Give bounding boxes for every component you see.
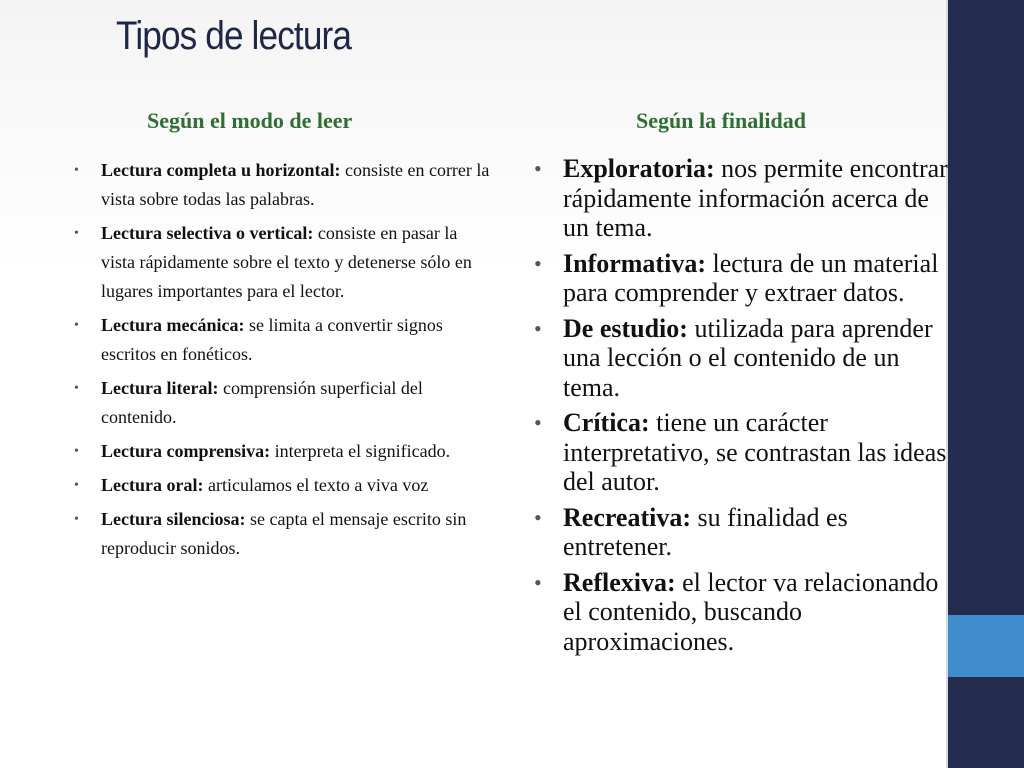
bullet-dot-icon: • — [74, 226, 79, 241]
item-term: Recreativa: — [563, 502, 692, 532]
list-item — [74, 311, 494, 369]
item-text: articulamos el texto a viva voz — [203, 475, 429, 495]
item-term: De estudio: — [563, 313, 688, 343]
list-item — [534, 314, 954, 403]
item-term: Lectura selectiva o vertical: — [101, 223, 314, 243]
item-text: se limita a convertir signos escritos en fonéticos. — [101, 315, 443, 364]
item-text: utilizada para aprender una lección o el contenido de un tema. — [563, 313, 933, 402]
item-term: Informativa: — [563, 248, 706, 278]
bullet-dot-icon: • — [74, 444, 79, 459]
item-text: se capta el mensaje escrito sin reproducir sonidos. — [101, 509, 467, 558]
bullet-dot-icon: • — [74, 478, 79, 493]
bullet-dot-icon: • — [534, 569, 542, 595]
bullet-dot-icon: • — [74, 318, 79, 333]
item-text: consiste en pasar la vista rápidamente sobre el texto y detenerse sólo en lugares importantes para el lector. — [101, 223, 472, 301]
sidebar-accent-block — [948, 615, 1024, 677]
list-item — [534, 154, 954, 243]
bullet-dot-icon: • — [534, 504, 542, 530]
right-bullet-list — [534, 154, 954, 662]
item-term: Lectura mecánica: — [101, 315, 245, 335]
right-column-heading: Según la finalidad — [636, 108, 806, 133]
item-term: Lectura completa u horizontal: — [101, 160, 341, 180]
item-term: Lectura silenciosa: — [101, 509, 246, 529]
item-text: el lector va relacionando el contenido, buscando aproximaciones. — [563, 567, 939, 656]
list-item — [74, 437, 494, 466]
left-bullet-list — [74, 156, 494, 568]
item-term: Lectura comprensiva: — [101, 441, 271, 461]
item-text: interpreta el significado. — [270, 441, 451, 461]
list-item — [74, 156, 494, 214]
item-term: Reflexiva: — [563, 567, 676, 597]
list-item — [534, 568, 954, 657]
bullet-dot-icon: • — [74, 163, 79, 178]
bullet-dot-icon: • — [74, 381, 79, 396]
bullet-dot-icon: • — [534, 315, 542, 341]
list-item — [74, 471, 494, 500]
item-term: Exploratoria: — [563, 154, 715, 183]
list-item — [74, 219, 494, 306]
item-text: su finalidad es entretener. — [563, 502, 848, 561]
item-text: comprensión superficial del contenido. — [101, 378, 423, 427]
item-text: lectura de un material para comprender y extraer datos. — [563, 248, 939, 307]
item-term: Lectura oral: — [101, 475, 204, 495]
list-item — [74, 505, 494, 563]
slide-title: Tipos de lectura — [116, 14, 352, 58]
list-item — [534, 408, 954, 497]
item-text: nos permite encontrar rápidamente información acerca de un tema. — [563, 154, 948, 242]
item-term: Crítica: — [563, 408, 650, 437]
list-item — [74, 374, 494, 432]
list-item — [534, 249, 954, 308]
bullet-dot-icon: • — [534, 410, 542, 435]
bullet-dot-icon: • — [534, 250, 542, 276]
item-term: Lectura literal: — [101, 378, 219, 398]
list-item — [534, 503, 954, 562]
item-text: consiste en correr la vista sobre todas las palabras. — [101, 160, 490, 209]
bullet-dot-icon: • — [74, 512, 79, 527]
item-text: tiene un carácter interpretativo, se contrastan las ideas del autor. — [563, 408, 947, 496]
left-column-heading: Según el modo de leer — [147, 108, 353, 133]
bullet-dot-icon: • — [534, 156, 542, 181]
